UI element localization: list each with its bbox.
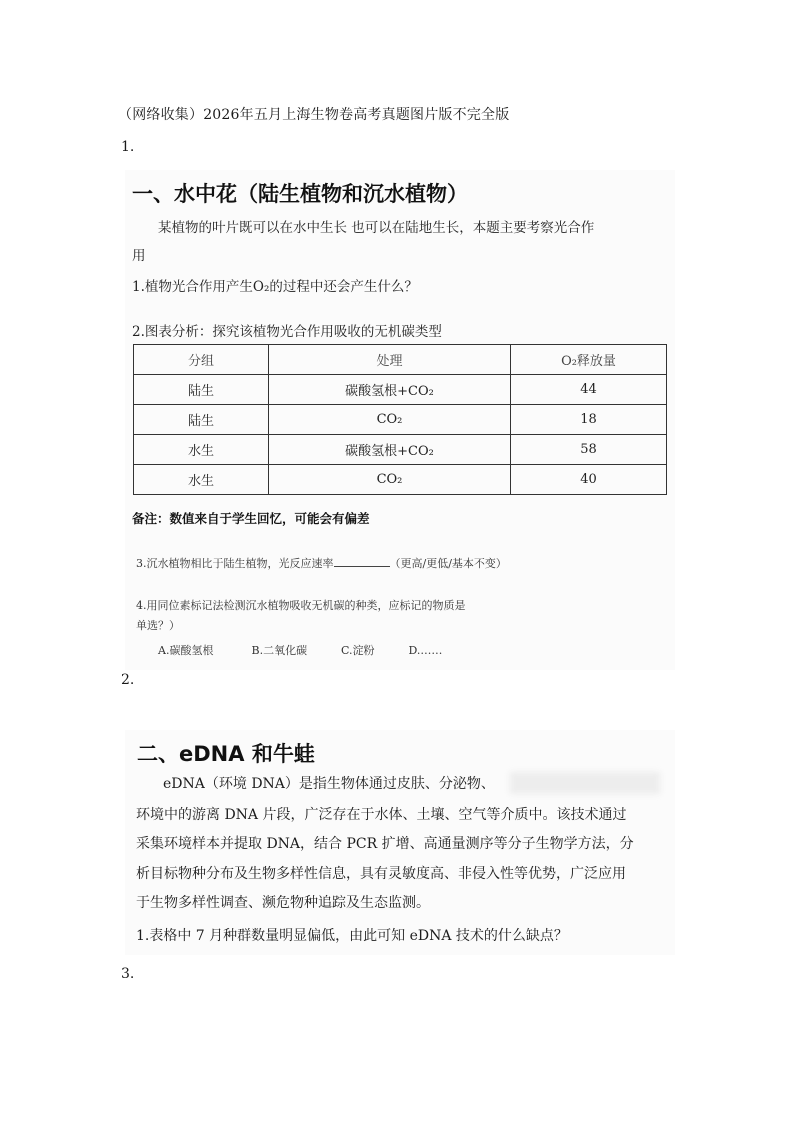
sub-question-3-text: 3.沉水植物相比于陆生植物，光反应速率 <box>136 557 334 570</box>
edna-paragraph-line-5: 于生物多样性调查、濒危物种追踪及生态监测。 <box>136 895 430 911</box>
option-c: C.淀粉 <box>341 644 375 657</box>
intro-line-1: 某植物的叶片既可以在水中生长 也可以在陆地生长，本题主要考察光合作 <box>158 220 595 236</box>
section-title-1: 一、水中花（陆生植物和沉水植物） <box>132 182 468 206</box>
question-number-1: 1. <box>121 139 135 155</box>
table-cell: 水生 <box>134 465 269 495</box>
edna-paragraph-line-3: 采集环境样本并提取 DNA，结合 PCR 扩增、高通量测序等分子生物学方法，分 <box>136 836 634 852</box>
table-cell: 水生 <box>134 435 269 465</box>
table-cell: 陆生 <box>134 375 269 405</box>
table-row <box>134 405 667 435</box>
sub-question-3 <box>136 555 507 571</box>
page-header: （网络收集）2026年五月上海生物卷高考真题图片版不完全版 <box>118 107 510 123</box>
table-cell: 44 <box>511 375 667 405</box>
table-cell: 碳酸氢根+CO₂ <box>269 375 511 405</box>
table-note: 备注：数值来自于学生回忆，可能会有偏差 <box>132 511 370 526</box>
question-number-2: 2. <box>121 672 135 688</box>
table-row <box>134 435 667 465</box>
table-cell: 18 <box>511 405 667 435</box>
table-cell: 陆生 <box>134 405 269 435</box>
option-a: A.碳酸氢根 <box>158 644 214 657</box>
table-header-row <box>134 345 667 375</box>
table-cell: CO₂ <box>269 405 511 435</box>
table-cell: 碳酸氢根+CO₂ <box>269 435 511 465</box>
table-header-cell: 分组 <box>134 345 269 375</box>
data-table <box>133 344 667 495</box>
intro-line-2: 用 <box>132 248 146 264</box>
table-cell: 40 <box>511 465 667 495</box>
edna-sub-question-1: 1.表格中 7 月种群数量明显偏低，由此可知 eDNA 技术的什么缺点？ <box>136 928 568 944</box>
table-header-cell: 处理 <box>269 345 511 375</box>
sub-question-3-options: （更高/更低/基本不变） <box>389 557 507 570</box>
edna-paragraph-line-2: 环境中的游离 DNA 片段，广泛存在于水体、土壤、空气等介质中。该技术通过 <box>136 807 627 823</box>
table-row <box>134 375 667 405</box>
sub-question-1: 1.植物光合作用产生O₂的过程中还会产生什么？ <box>132 279 418 295</box>
table-row <box>134 465 667 495</box>
sub-question-4-cont: 单选？） <box>136 619 180 632</box>
answer-options <box>158 642 442 658</box>
sub-question-2: 2.图表分析：探究该植物光合作用吸收的无机碳类型 <box>132 324 442 340</box>
sub-question-4: 4.用同位素标记法检测沉水植物吸收无机碳的种类，应标记的物质是 <box>136 599 466 612</box>
section-title-2: 二、eDNA 和牛蛙 <box>137 742 315 766</box>
table-cell: CO₂ <box>269 465 511 495</box>
table-cell: 58 <box>511 435 667 465</box>
edna-paragraph-line-1: eDNA（环境 DNA）是指生物体通过皮肤、分泌物、 <box>163 776 495 792</box>
option-b: B.二氧化碳 <box>251 644 308 657</box>
answer-blank <box>334 556 390 567</box>
table-header-cell: O₂释放量 <box>511 345 667 375</box>
option-d: D.…… <box>408 644 443 657</box>
question-number-3: 3. <box>121 966 135 982</box>
edna-paragraph-line-4: 析目标物种分布及生物多样性信息，具有灵敏度高、非侵入性等优势，广泛应用 <box>136 866 626 882</box>
blurred-region <box>510 772 660 794</box>
